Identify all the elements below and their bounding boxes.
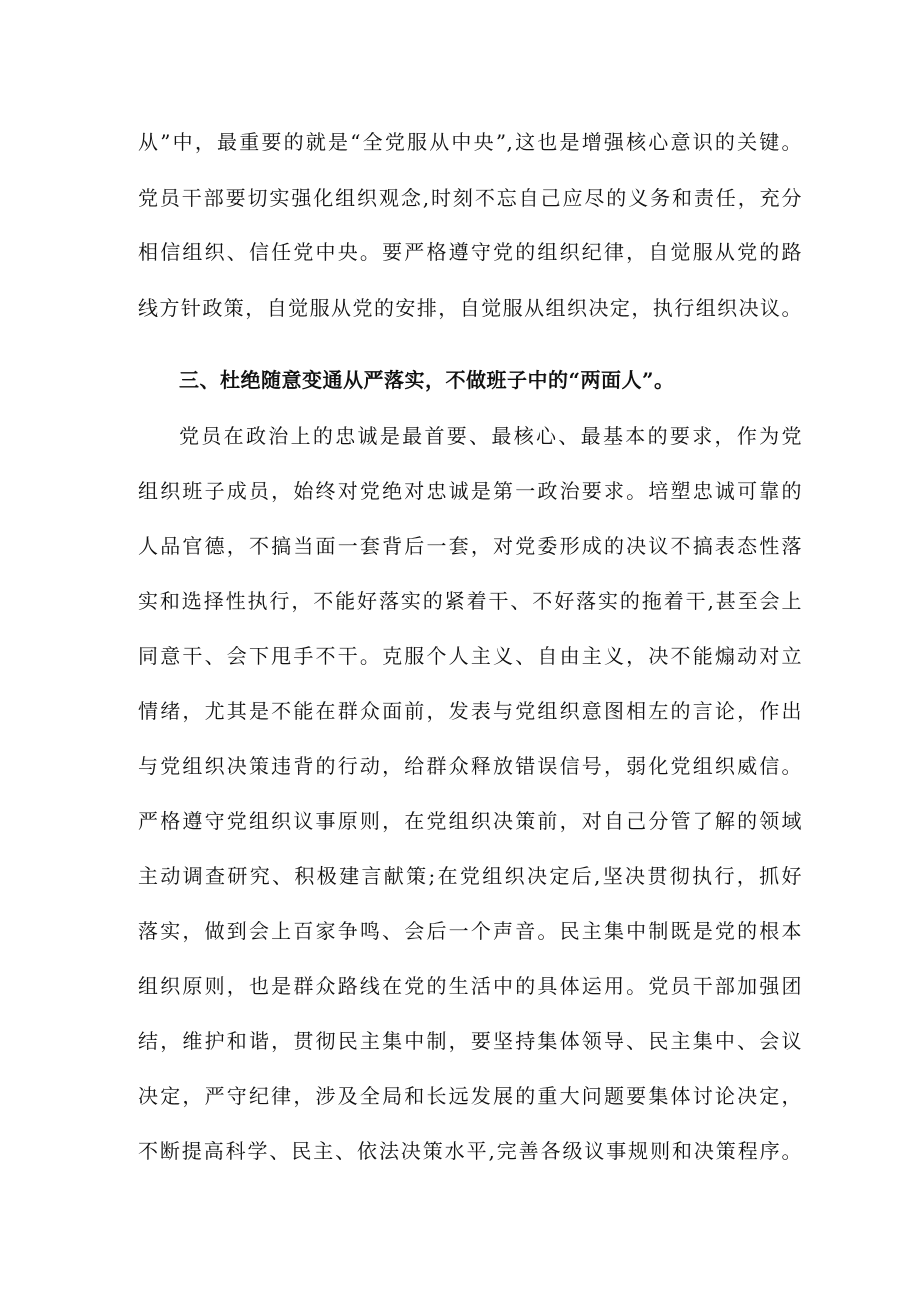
paragraph-line: 组织原则，也是群众路线在党的生活中的具体运用。党员干部加强团 bbox=[138, 974, 802, 998]
paragraph-line: 线方针政策，自觉服从党的安排，自觉服从组织决定，执行组织决议。 bbox=[138, 296, 802, 320]
paragraph-line: 严格遵守党组织议事原则，在党组织决策前，对自己分管了解的领域 bbox=[138, 809, 802, 833]
paragraph-line: 人品官德，不搞当面一套背后一套，对党委形成的决议不搞表态性落 bbox=[138, 534, 802, 558]
paragraph-line: 结，维护和谐，贯彻民主集中制，要坚持集体领导、民主集中、会议 bbox=[138, 1029, 802, 1053]
paragraph-line: 相信组织、信任党中央。要严格遵守党的组织纪律，自觉服从党的路 bbox=[138, 240, 802, 264]
paragraph-line: 决定，严守纪律，涉及全局和长远发展的重大问题要集体讨论决定， bbox=[138, 1084, 802, 1108]
paragraph-line: 与党组织决策违背的行动，给群众释放错误信号，弱化党组织威信。 bbox=[138, 754, 802, 778]
paragraph-line: 不断提高科学、民主、依法决策水平,完善各级议事规则和决策程序。 bbox=[138, 1139, 802, 1163]
paragraph-line: 同意干、会下甩手不干。克服个人主义、自由主义，决不能煽动对立 bbox=[138, 644, 802, 668]
section-heading: 三、杜绝随意变通从严落实，不做班子中的“两面人”。 bbox=[179, 368, 675, 392]
paragraph-line: 党员在政治上的忠诚是最首要、最核心、最基本的要求，作为党 bbox=[179, 424, 802, 448]
paragraph-line: 实和选择性执行，不能好落实的紧着干、不好落实的拖着干,甚至会上 bbox=[138, 589, 802, 613]
paragraph-line: 落实，做到会上百家争鸣、会后一个声音。民主集中制既是党的根本 bbox=[138, 919, 802, 943]
paragraph-line: 情绪，尤其是不能在群众面前，发表与党组织意图相左的言论，作出 bbox=[138, 699, 802, 723]
paragraph-line: 主动调查研究、积极建言献策;在党组织决定后,坚决贯彻执行，抓好 bbox=[138, 864, 802, 888]
paragraph-line: 组织班子成员，始终对党绝对忠诚是第一政治要求。培塑忠诚可靠的 bbox=[138, 479, 802, 503]
paragraph-line: 党员干部要切实强化组织观念,时刻不忘自己应尽的义务和责任，充分 bbox=[138, 186, 802, 210]
paragraph-line: 从”中，最重要的就是“全党服从中央”,这也是增强核心意识的关键。 bbox=[138, 130, 802, 154]
